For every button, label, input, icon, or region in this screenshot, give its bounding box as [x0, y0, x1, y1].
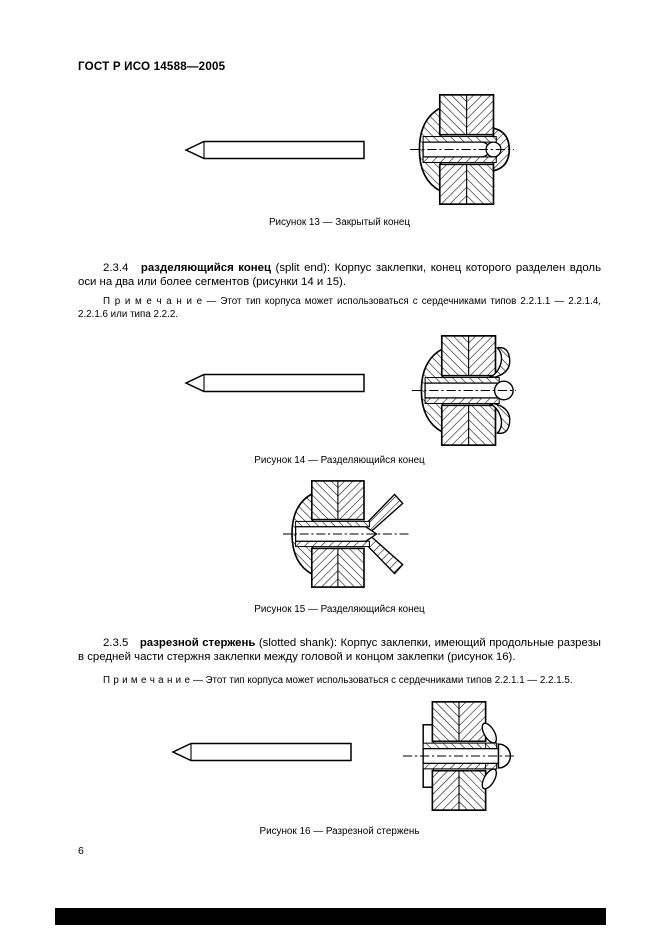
split-end-rivet-section-drawing — [412, 334, 516, 447]
clause-number: 2.3.5 — [103, 637, 129, 649]
clause-term: разделяющийся конец — [140, 262, 271, 274]
clause-number: 2.3.4 — [103, 262, 129, 274]
clause-2-3-5 — [78, 636, 601, 665]
mandrel-drawing-fig16 — [170, 740, 354, 764]
scan-artifact-bar — [55, 908, 606, 925]
clause-2-3-4 — [78, 261, 601, 290]
note-text: — Этот тип корпуса может использоваться с сердечниками типов 2.2.1.1 — 2.2.1.4, 2.2.1.6 или типа 2.2.2. — [78, 296, 601, 320]
note-2-3-4 — [78, 295, 601, 321]
standard-number-header: ГОСТ Р ИСО 14588—2005 — [78, 60, 226, 73]
note-2-3-5 — [78, 674, 601, 687]
page-number: 6 — [78, 845, 84, 857]
note-label: П р и м е ч а н и е — [103, 675, 191, 686]
figure14-caption: Рисунок 14 — Разделяющийся конец — [254, 455, 425, 466]
figure15-caption: Рисунок 15 — Разделяющийся конец — [254, 604, 425, 615]
figure13-caption: Рисунок 13 — Закрытый конец — [268, 217, 411, 228]
clause-text: (split end): Корпус заклепки, конец которого разделен вдоль оси на два или более сегментов (рисунки 14 и 15). — [78, 262, 602, 289]
slotted-shank-rivet-section-drawing — [403, 700, 515, 812]
clause-text: (slotted shank): Корпус заклепки, имеющий продольные разрезы в средней части стержня заклепки между головой и концом заклепки (рисунок 16). — [78, 637, 601, 664]
figure16-caption: Рисунок 16 — Разрезной стержень — [259, 826, 420, 837]
closed-end-rivet-section-drawing — [410, 93, 514, 206]
note-text: — Этот тип корпуса может использоваться с сердечниками типов 2.2.1.1 — 2.2.1.5. — [192, 675, 573, 686]
clause-term: разрезной стержень — [139, 637, 256, 649]
mandrel-drawing-fig13 — [183, 138, 367, 162]
split-end-flared-rivet-section-drawing — [283, 479, 409, 589]
mandrel-drawing-fig14 — [183, 371, 367, 395]
note-label: П р и м е ч а н и е — [103, 296, 203, 307]
